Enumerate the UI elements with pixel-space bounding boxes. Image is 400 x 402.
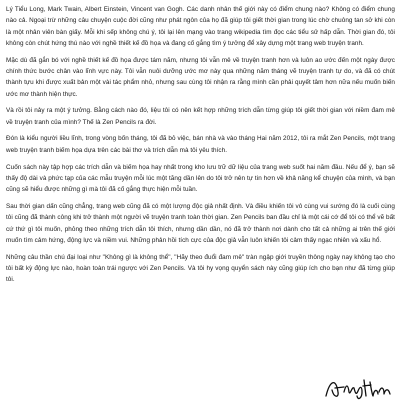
document-page	[6, 4, 395, 396]
signature-drawing	[322, 374, 394, 402]
paragraph-6: Sau thời gian dấn cũng chẳng, trang web cũng đã có một lượng độc giả nhất định. Và điều khiến tôi vô cùng vui sướng đó là cuối cùng tôi cũng đã thành công khi trở thành một người vẽ truyện tranh toàn thời gian. Zen Pencils ban đầu chỉ là một cái cớ để tôi có thể vẽ bất cứ thứ gì tôi muốn, phỏng theo những trích dẫn tôi thích, nhưng dần dần, nó đã trở thành nơi dành cho tất cả những ai trên thế giới muốn tìm cảm hứng, động lực và niềm vui. Những phản hồi tích cực của độc giả vẫn luôn khiến tôi cảm thấy ngạc nhiên và xấu hổ.	[6, 202, 395, 244]
paragraph-4: Đón là kiểu người liều lĩnh, trong vòng bốn tháng, tôi đã bỏ việc, bán nhà và vào tháng Hai năm 2012, tôi ra mắt Zen Pencils, một trang web truyện tranh biếm họa dựa trên các bài thơ và trích dẫn mà tôi yêu thích.	[6, 135, 395, 154]
author-signature	[322, 374, 394, 402]
paragraph-5: Cuốn sách này tập hợp các trích dẫn và biếm họa hay nhất trong kho lưu trữ dữ liệu của trang web suốt hai năm đầu. Nếu để ý, bạn sẽ thấy độ dài và phức tạp của các mẫu truyện mỗi lúc một tăng dần lên do tôi trở nên tự tin hơn về khả năng kể chuyện của mình, và bạn cũng sẽ hiểu được những gì mà tôi đã cố gắng thực hiện mỗi tuần.	[6, 163, 395, 194]
paragraph-3: Và rồi tôi nảy ra một ý tưởng. Bằng cách nào đó, liệu tôi có nên kết hợp những trích dẫn từng giúp tôi giết thời gian với niềm đam mê về truyện tranh của mình? Thế là Zen Pencils ra đời.	[6, 107, 395, 126]
paragraph-1: Lý Tiểu Long, Mark Twain, Albert Einstein, Vincent van Gogh. Các danh nhân thế giới này có điểm chung nào? Không có điểm chung nào cả. Ngoại trừ những câu chuyện cuộc đời cũng như phát ngôn của họ đã giúp tôi giết thời gian trong lúc chờ chuông tan sở khi còn là một nhân viên bàn giấy. Mỗi khi sếp không chú ý, tôi lại lên mạng vào trang wikipedia tìm đọc các tiểu sử hấp dẫn. Thời gian đó, tôi không còn chút hứng thú nào với nghề thiết kế đồ họa và đang cố gắng tìm ý tưởng để xây dựng một trang web truyện tranh.	[6, 6, 395, 47]
paragraph-7: Những câu thần chú đại loại như "Không gì là không thể", "Hãy theo đuổi đam mê" tràn ngập giới truyền thông ngày nay không tạo cho tôi bất kỳ động lực nào, hoàn toàn trái ngược với Zen Pencils. Và tôi hy vọng quyển sách này cũng giúp ích cho bạn như đã từng giúp tôi.	[6, 253, 395, 284]
paragraph-2: Mặc dù đã gắn bó với nghề thiết kế đồ họa được tám năm, nhưng tôi vẫn mê về truyện tranh hơn và luôn ao ước đến một ngày được chính thức bước chân vào lĩnh vực này. Tôi vẫn nuôi dưỡng ước mơ này qua những năm tháng vẽ truyện tranh tự do, và đã có chút thành tựu khi được xuất bản một vài tác phẩm nhỏ, nhưng sau cùng tôi nhận ra rằng mình cần phải quyết tâm hơn nữa nếu muốn biến ước mơ thành hiện thực.	[6, 56, 395, 98]
